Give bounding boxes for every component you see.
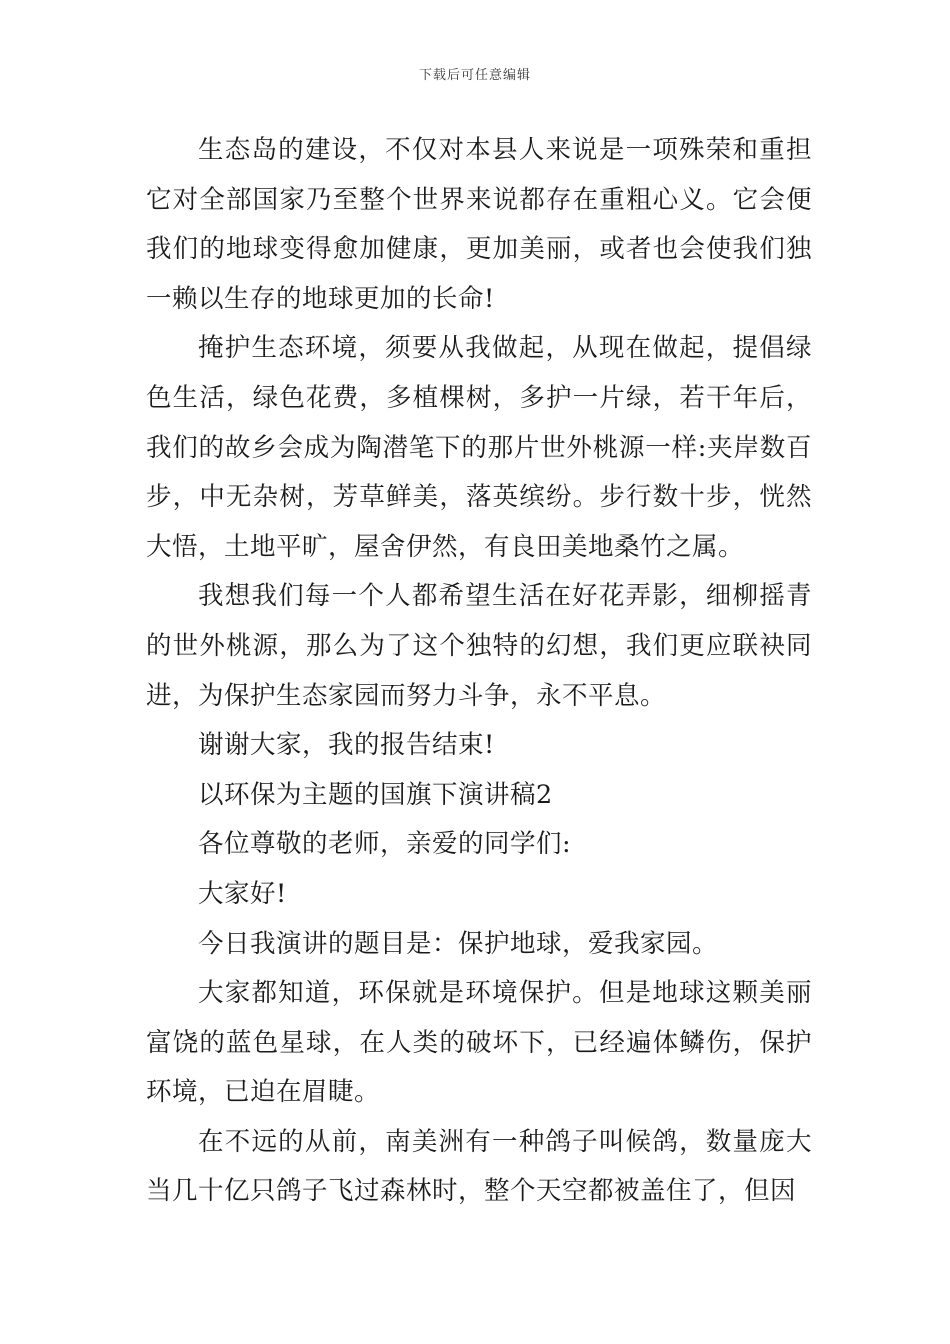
paragraph-thanks: 谢谢大家，我的报告结束!: [198, 730, 495, 761]
document-body: [146, 126, 812, 1217]
paragraph-peach-garden: 我想我们每一个人都希望生活在好花弄影，细柳摇青的世外桃源，那么为了这个独特的幻想，我们更应联袂同进，为保护生态家园而努力斗争，永不平息。: [146, 581, 812, 711]
paragraph-protect-environment: 掩护生态环境，须要从我做起，从现在做起，提倡绿色生活，绿色花费，多植棵树，多护一片绿，若干年后，我们的故乡会成为陶潜笔下的那片世外桃源一样:夹岸数百步，中无杂树，芳草鲜美，落英缤纷。步行数十步，恍然大悟，土地平旷，屋舍伊然，有良田美地桑竹之属。: [146, 333, 812, 562]
paragraph-passenger-pigeon: 在不远的从前，南美洲有一种鸽子叫候鸽，数量庞大当几十亿只鸽子飞过森林时，整个天空都被盖住了，但因: [146, 1126, 812, 1207]
paragraph-environment-intro: 大家都知道，环保就是环境保护。但是地球这颗美丽富饶的蓝色星球，在人类的破坏下，已经遍体鳞伤，保护环境，已迫在眉睫。: [146, 978, 812, 1108]
section-title: 以环保为主题的国旗下演讲稿2: [198, 779, 553, 810]
paragraph-ecology-island: 生态岛的建设，不仅对本县人来说是一项殊荣和重担它对全部国家乃至整个世界来说都存在重粗心义。它会便我们的地球变得愈加健康，更加美丽，或者也会使我们独一赖以生存的地球更加的长命!: [146, 135, 812, 314]
paragraph-greeting: 大家好!: [198, 878, 287, 909]
paragraph-topic: 今日我演讲的题目是：保护地球，爱我家园。: [198, 928, 719, 959]
page-header: 下载后可任意编辑: [418, 68, 531, 83]
paragraph-salutation: 各位尊敬的老师，亲爱的同学们:: [198, 829, 572, 860]
